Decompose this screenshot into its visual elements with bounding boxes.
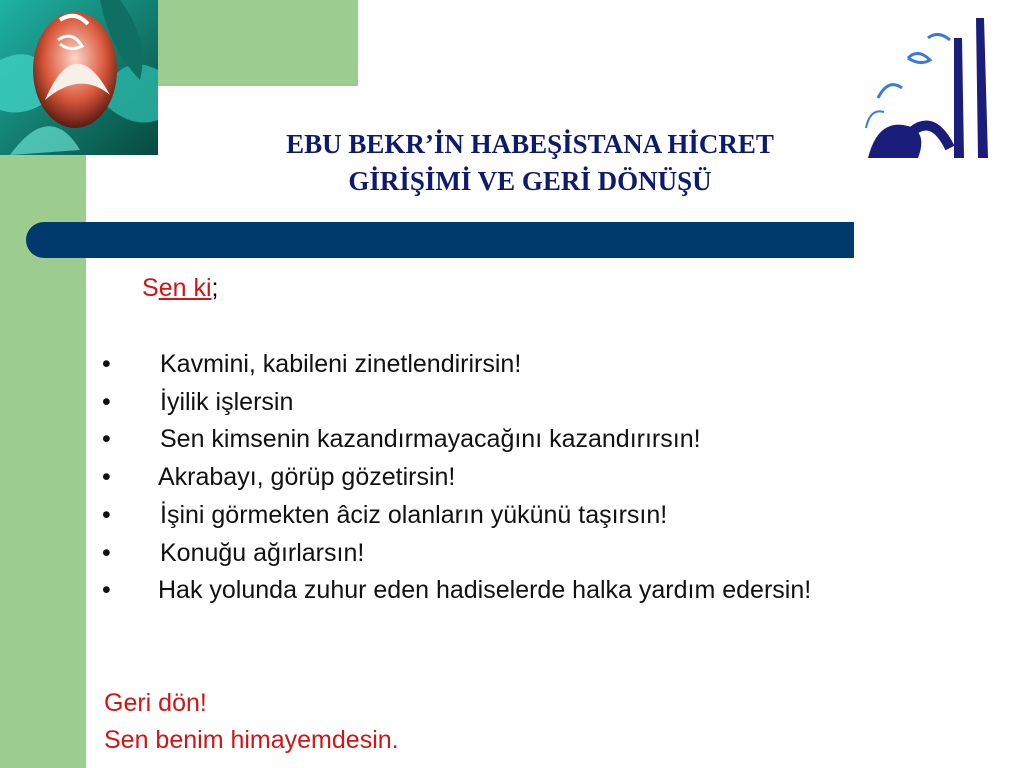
intro-underlined: en ki xyxy=(158,274,212,302)
list-item xyxy=(102,572,872,610)
bullet-marker: • xyxy=(102,425,111,454)
intro-line xyxy=(142,273,218,303)
list-item xyxy=(102,535,872,573)
list-item-text: Sen kimsenin kazandırmayacağını kazandırırsın! xyxy=(160,425,701,454)
closing-line-2: Sen benim himayemdesin. xyxy=(104,726,399,754)
list-item xyxy=(102,421,872,459)
list-item xyxy=(102,346,872,384)
bullet-marker: • xyxy=(102,350,111,378)
title-divider-bar xyxy=(26,222,854,258)
list-item-text: Konuğu ağırlarsın! xyxy=(160,538,365,567)
bullet-marker: • xyxy=(102,463,111,492)
bullet-marker: • xyxy=(102,500,111,529)
list-item-text: Hak yolunda zuhur eden hadiselerde halka yardım edersin! xyxy=(158,576,812,605)
list-item xyxy=(102,384,872,422)
intro-suffix: ; xyxy=(211,274,219,302)
calligraphy-flower-icon xyxy=(0,0,158,155)
list-item-text: İşini görmekten âciz olanların yükünü taşırsın! xyxy=(160,500,668,529)
intro-prefix: S xyxy=(142,274,159,302)
list-item-text: İyilik işlersin xyxy=(160,387,294,416)
title-line-1: EBU BEKR’İN HABEŞİSTANA HİCRET xyxy=(286,129,774,159)
bullet-marker: • xyxy=(102,576,111,605)
closing-line-1: Geri dön! xyxy=(104,689,207,717)
bullet-list xyxy=(102,346,872,610)
list-item-text: Akrabayı, görüp gözetirsin! xyxy=(158,463,456,492)
title-line-2: GİRİŞİMİ VE GERİ DÖNÜŞÜ xyxy=(348,166,712,196)
bullet-marker: • xyxy=(102,387,111,416)
list-item xyxy=(102,459,872,497)
bullet-marker: • xyxy=(102,538,111,567)
slide-title xyxy=(180,126,880,200)
list-item-text: Kavmini, kabileni zinetlendirirsin! xyxy=(160,350,522,378)
list-item xyxy=(102,497,872,535)
closing-quote xyxy=(104,685,399,759)
